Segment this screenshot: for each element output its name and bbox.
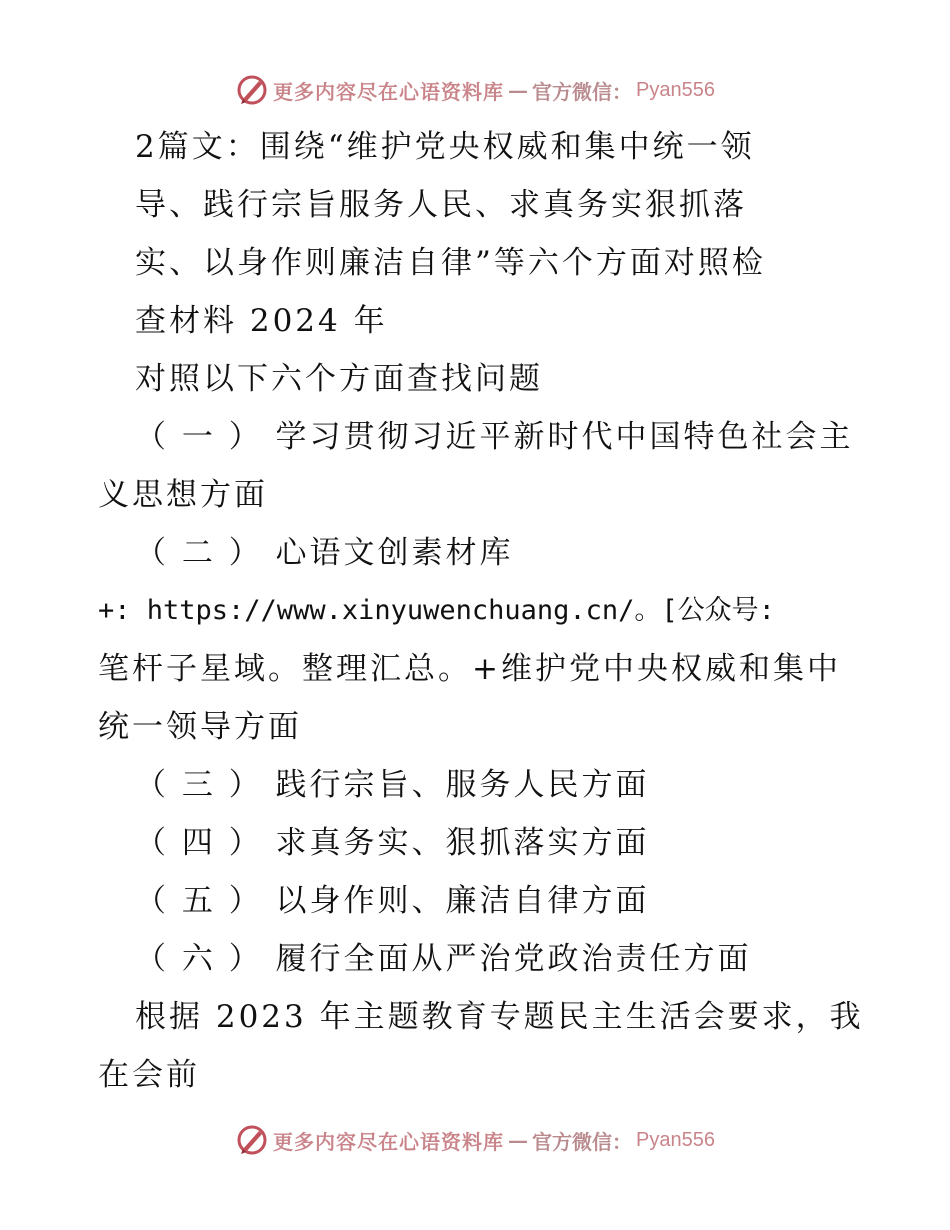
text-line: （ 一 ） 学习贯彻习近平新时代中国特色社会主 [135,419,854,455]
text-line: 对照以下六个方面查找问题 [135,361,543,397]
watermark-wechat-id: Pyan556 [636,1128,715,1151]
text-line: 2篇文：围绕“维护党央权威和集中统一领 [135,129,755,165]
text-line: （ 四 ） 求真务实、狠抓落实方面 [135,825,650,861]
watermark-separator: — [508,78,529,102]
text-line: （ 三 ） 践行宗旨、服务人民方面 [135,767,650,803]
watermark-content [235,73,715,107]
footer-watermark [0,1120,950,1160]
text-line: 在会前 [98,1057,200,1093]
text-line: 实、以身作则廉洁自律”等六个方面对照检 [135,245,766,281]
watermark-content [235,1123,715,1157]
document-body [98,118,864,1104]
text-line: 根据 2023 年主题教育专题民主生活会要求，我 [135,999,864,1035]
text-line: （ 五 ） 以身作则、廉洁自律方面 [135,883,650,919]
watermark-wechat-id: Pyan556 [636,78,715,101]
text-line: 义思想方面 [98,477,268,513]
text-line: 笔杆子星域。整理汇总。+维护党中央权威和集中 [98,651,841,687]
watermark-main-text: 更多内容尽在心语资料库 [273,79,505,104]
text-line: 查材料 2024 年 [135,303,388,339]
text-line-url: +: https://www.xinyuwenchuang.cn/。[公众号: [98,595,775,626]
text-line: （ 六 ） 履行全面从严治党政治责任方面 [135,941,752,977]
text-line: 导、践行宗旨服务人民、求真务实狠抓落 [135,187,747,223]
text-line: （ 二 ） 心语文创素材库 [135,535,514,571]
watermark-wechat-label: 官方微信： [532,79,633,104]
watermark-main-text: 更多内容尽在心语资料库 [273,1129,505,1154]
watermark-separator: — [508,1128,529,1152]
pen-logo-icon [235,1123,269,1157]
header-watermark [0,70,950,110]
pen-logo-icon [235,73,269,107]
text-line: 统一领导方面 [98,709,302,745]
watermark-wechat-label: 官方微信： [532,1129,633,1154]
